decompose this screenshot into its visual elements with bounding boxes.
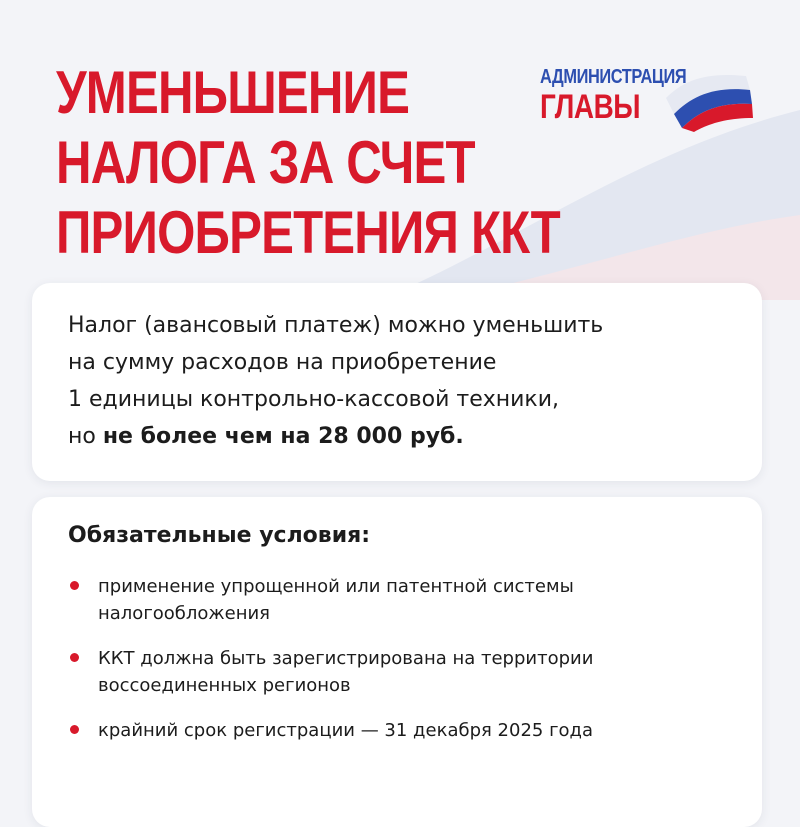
title-line: УМЕНЬШЕНИЕ	[56, 59, 410, 126]
condition-line: ККТ должна быть зарегистрирована на территории	[98, 648, 594, 669]
info-prefix: но	[68, 424, 103, 449]
info-line	[68, 418, 603, 455]
title-line: ПРИОБРЕТЕНИЯ ККТ	[56, 199, 560, 266]
logo-text-bottom: ГЛАВЫ	[540, 88, 641, 126]
conditions-card	[32, 497, 762, 827]
bullet-dot-icon	[70, 653, 79, 662]
list-item	[68, 717, 593, 744]
condition-line: воссоединенных регионов	[98, 675, 351, 696]
logo-text-top: АДМИНИСТРАЦИЯ	[540, 66, 687, 88]
condition-text	[98, 573, 593, 627]
condition-text	[98, 717, 593, 744]
bullet-dot-icon	[70, 581, 79, 590]
condition-line: налогообложения	[98, 603, 271, 624]
list-item	[68, 645, 593, 699]
bullet-dot-icon	[70, 725, 79, 734]
info-text	[68, 307, 603, 455]
administration-logo	[540, 62, 750, 132]
condition-line: крайний срок регистрации — 31 декабря 2025 года	[98, 720, 594, 741]
info-line: на сумму расходов на приобретение	[68, 350, 497, 375]
info-card	[32, 283, 762, 481]
russian-flag-icon	[658, 62, 753, 132]
page-title	[56, 58, 560, 268]
condition-line: применение упрощенной или патентной системы	[98, 576, 574, 597]
info-line: 1 единицы контрольно-кассовой техники,	[68, 387, 560, 412]
info-line: Налог (авансовый платеж) можно уменьшить	[68, 313, 604, 338]
list-item	[68, 573, 593, 627]
conditions-list	[68, 573, 593, 762]
info-highlight: не более чем на 28 000 руб.	[102, 424, 464, 449]
title-line: НАЛОГА ЗА СЧЕТ	[56, 129, 475, 196]
conditions-title: Обязательные условия:	[68, 523, 371, 548]
condition-text	[98, 645, 593, 699]
